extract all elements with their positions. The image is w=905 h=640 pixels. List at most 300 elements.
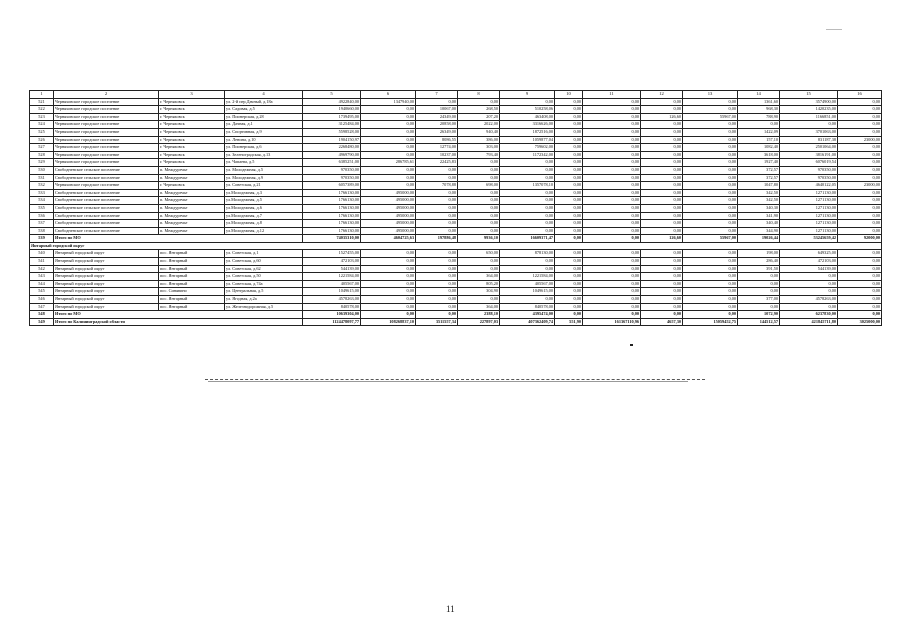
table-row [30,166,882,174]
table-cell: Черняховское городское поселение [54,113,159,121]
table-cell: 0,00 [583,280,641,288]
table-cell: 0,00 [683,98,738,106]
row-number: 549 [30,318,54,326]
table-cell: 521 [30,98,54,106]
column-header: 9 [500,91,555,99]
table-cell: 0,00 [583,121,641,129]
total-value: 4657,30 [641,318,683,326]
table-cell: 541 [30,258,54,266]
table-cell: ул. Спортивная, д.9 [225,128,303,136]
table-cell: ул.Молодежная, д.8 [225,220,303,228]
table-cell: 0,00 [416,258,458,266]
table-row [30,296,882,304]
table-cell: 0,00 [555,212,583,220]
total-value: 197886,48 [416,235,458,243]
table-cell: 0,00 [838,265,882,273]
table-cell: 342,50 [738,197,780,205]
table-cell: 0,00 [838,106,882,114]
table-cell: 1166851,00 [780,113,838,121]
table-cell: 970350,00 [303,174,361,182]
total-value: 0,00 [683,311,738,319]
table-cell: ул. 2-й пер.Дачный, д.18а [225,98,303,106]
table-cell: 510258,06 [500,106,555,114]
total-value: 0,00 [583,311,641,319]
total-value: 0,00 [838,311,882,319]
table-cell: 0,00 [683,220,738,228]
table-cell: г. Черняховск [159,106,225,114]
column-header: 4 [225,91,303,99]
table-cell: Янтарный городской округ [54,280,159,288]
table-cell: 0,00 [361,113,416,121]
table-cell: 0,00 [780,280,838,288]
total-row [30,311,882,319]
table-cell: 0,00 [641,220,683,228]
register-table [29,90,882,326]
table-cell: ул.Молодежная, д.7 [225,212,303,220]
table-cell: 0,00 [738,280,780,288]
table-cell: 0,00 [641,303,683,311]
table-cell: 0,00 [500,197,555,205]
table-cell: 537 [30,220,54,228]
table-cell: 0,00 [458,159,500,167]
table-cell: 532 [30,182,54,190]
table-cell: 529 [30,159,54,167]
table-cell: 0,00 [555,197,583,205]
table-cell: 391,50 [738,265,780,273]
table-cell: 364,00 [458,303,500,311]
table-cell: 0,00 [555,265,583,273]
table-cell: 372,57 [738,174,780,182]
column-header: 1 [30,91,54,99]
table-cell: 0,00 [838,296,882,304]
table-cell: 0,00 [416,250,458,258]
table-cell: 1422,09 [738,128,780,136]
table-cell: 0,00 [583,220,641,228]
total-row [30,235,882,243]
table-cell: 0,00 [500,296,555,304]
table-cell: п. Междуречье [159,227,225,235]
table-cell: 531 [30,174,54,182]
table-cell: 0,00 [361,121,416,129]
table-cell: 0,00 [683,128,738,136]
section-title: Янтарный городской округ [30,242,882,250]
table-cell: 10237,00 [416,151,458,159]
table-cell: 0,00 [838,197,882,205]
table-cell: 0,00 [416,197,458,205]
table-cell: 495000,00 [361,197,416,205]
table-cell: 0,00 [683,144,738,152]
table-cell: 1047,80 [738,182,780,190]
total-value: 19026,44 [738,235,780,243]
table-row [30,98,882,106]
table-cell: 0,00 [683,280,738,288]
table-cell: 495000,00 [361,212,416,220]
table-cell: ул. Советская, д.21 [225,182,303,190]
table-cell: ул. Железнодорожная, д.5 [225,303,303,311]
table-cell: 304,90 [458,288,500,296]
table-cell: 495000,00 [361,220,416,228]
table-row [30,128,882,136]
table-cell: 0,00 [641,258,683,266]
table-cell: ул. Советская, д.74а [225,280,303,288]
table-cell: 535 [30,204,54,212]
table-cell: 1271130,00 [780,197,838,205]
table-cell: 1172342,00 [500,151,555,159]
table-cell: г. Черняховск [159,144,225,152]
total-value: 55967,00 [683,235,738,243]
table-cell: 472103,00 [780,258,838,266]
table-row [30,250,882,258]
table-cell: 23000,00 [838,182,882,190]
table-cell: 0,00 [500,258,555,266]
table-cell: 0,00 [583,212,641,220]
table-cell: 0,00 [555,166,583,174]
table-cell: 1271130,00 [780,212,838,220]
total-value: 1124478097,77 [303,318,361,326]
table-cell: 0,00 [361,136,416,144]
total-value: 3511557,34 [416,318,458,326]
table-cell: 495000,00 [361,204,416,212]
table-cell: 4578263,00 [780,296,838,304]
table-cell: 0,00 [780,288,838,296]
table-cell: 0,00 [838,121,882,129]
table-cell: 0,00 [361,265,416,273]
table-cell: 198,00 [738,250,780,258]
table-cell: п. Междуречье [159,166,225,174]
table-cell: 0,00 [555,227,583,235]
table-cell: 527 [30,144,54,152]
table-cell: 526 [30,136,54,144]
table-cell: 0,00 [416,212,458,220]
table-cell: 0,00 [500,159,555,167]
table-cell: 1420235,00 [780,106,838,114]
table-cell: Янтарный городской округ [54,265,159,273]
table-cell: 0,00 [500,166,555,174]
table-cell: ул. Ленина, д.10 [225,136,303,144]
table-cell: 0,00 [555,144,583,152]
table-cell: Свободненское сельское поселение [54,227,159,235]
table-cell: 0,00 [838,280,882,288]
table-cell: 26349,00 [416,128,458,136]
bottom-rule-thin [208,381,688,382]
table-cell: 0,00 [683,121,738,129]
table-cell: 1940660,00 [303,106,361,114]
table-cell: 1872516,00 [500,128,555,136]
table-cell: ул. Советская, д.62 [225,265,303,273]
table-cell: 341,90 [738,212,780,220]
table-cell: 0,00 [583,166,641,174]
table-cell: 878130,00 [500,250,555,258]
table-cell: 0,00 [641,174,683,182]
table-cell: 0,00 [838,220,882,228]
table-cell: 3316626,00 [500,121,555,129]
table-cell: 0,00 [555,136,583,144]
table-cell: 207,20 [458,113,500,121]
table-cell: Черняховское городское поселение [54,159,159,167]
table-cell: 0,00 [641,227,683,235]
table-cell: 0,00 [683,136,738,144]
table-cell: 0,00 [361,250,416,258]
bottom-rule [205,379,705,380]
table-cell: 536 [30,212,54,220]
table-cell: 0,00 [416,303,458,311]
table-cell: 0,00 [583,296,641,304]
table-cell: 3816191,00 [780,151,838,159]
table-cell: Черняховское городское поселение [54,121,159,129]
column-header: 16 [838,91,882,99]
table-cell: 0,00 [500,174,555,182]
table-cell: г. Черняховск [159,159,225,167]
table-cell: 0,00 [641,144,683,152]
table-cell: 377,00 [738,296,780,304]
table-cell: 20858,00 [416,121,458,129]
table-cell: п. Междуречье [159,220,225,228]
table-cell: 0,00 [641,273,683,281]
header-row [30,91,882,99]
table-cell: Янтарный городской округ [54,303,159,311]
table-cell: 0,00 [416,220,458,228]
table-cell: 0,00 [838,288,882,296]
table-cell: Свободненское сельское поселение [54,212,159,220]
table-cell: 340,40 [738,220,780,228]
table-cell: 303,00 [458,144,500,152]
table-cell: п. Междуречье [159,189,225,197]
table-row [30,136,882,144]
table-cell: 0,00 [683,159,738,167]
scan-mark [826,29,842,30]
table-cell: пос. Синявино [159,288,225,296]
table-cell: Свободненское сельское поселение [54,189,159,197]
table-cell: 0,00 [838,151,882,159]
table-cell: 1357078,10 [500,182,555,190]
table-cell: 0,00 [583,174,641,182]
table-row [30,121,882,129]
table-cell: 0,00 [838,98,882,106]
total-label: Итого по МО [54,235,303,243]
table-row [30,204,882,212]
table-cell: 538 [30,227,54,235]
column-header: 8 [458,91,500,99]
table-cell: п. Междуречье [159,174,225,182]
table-cell: 3574900,00 [780,98,838,106]
table-cell: 0,00 [555,159,583,167]
table-cell: 0,00 [500,212,555,220]
table-cell: 0,00 [641,128,683,136]
table-cell: пос. Янтарный [159,280,225,288]
table-cell: 0,00 [641,159,683,167]
table-cell: 0,00 [416,273,458,281]
total-value: 126,60 [641,235,683,243]
table-cell: 0,00 [641,166,683,174]
table-cell: 2501064,00 [780,144,838,152]
table-cell: 0,00 [583,159,641,167]
column-header: 7 [416,91,458,99]
table-cell: 0,00 [583,227,641,235]
total-value: 0,00 [555,235,583,243]
total-value: 0,00 [555,311,583,319]
table-row [30,288,882,296]
table-cell: г. Черняховск [159,128,225,136]
table-cell: 0,00 [641,288,683,296]
table-cell: 968,30 [738,106,780,114]
table-cell: 840578,00 [303,303,361,311]
table-cell: 2268480,00 [303,144,361,152]
table-cell: 405567,00 [303,280,361,288]
table-cell: 0,00 [683,303,738,311]
total-value: 1072,90 [738,311,780,319]
table-cell: 0,00 [583,303,641,311]
table-cell: 0,00 [416,227,458,235]
table-cell: 0,00 [641,265,683,273]
table-cell: 23000,00 [838,136,882,144]
table-cell: 0,00 [416,288,458,296]
table-cell: 0,00 [361,280,416,288]
total-value: 108268837,10 [361,318,416,326]
table-cell: 0,00 [838,144,882,152]
table-cell: Свободненское сельское поселение [54,220,159,228]
total-value: 0,00 [416,311,458,319]
table-cell: 8086,55 [416,136,458,144]
table-cell: 0,00 [641,136,683,144]
table-row [30,106,882,114]
table-cell: 0,00 [416,280,458,288]
column-header: 13 [683,91,738,99]
table-cell: 0,00 [555,151,583,159]
table-cell: пос. Янтарный [159,265,225,273]
total-value: 161367110,96 [583,318,641,326]
table-cell: 0,00 [583,151,641,159]
table-cell: Свободненское сельское поселение [54,204,159,212]
table-cell: 1221584,00 [303,273,361,281]
table-row [30,265,882,273]
table-cell: 0,00 [738,273,780,281]
total-value: 53245659,42 [780,235,838,243]
table-cell: 547 [30,303,54,311]
table-cell: Янтарный городской округ [54,258,159,266]
table-cell: 0,00 [361,144,416,152]
table-cell: 0,00 [683,182,738,190]
table-cell: 0,00 [683,166,738,174]
table-cell: 0,00 [500,189,555,197]
table-cell: 0,00 [458,166,500,174]
table-cell: 534 [30,197,54,205]
table-cell: 940,40 [458,128,500,136]
table-cell: 1271130,00 [780,220,838,228]
table-cell: 0,00 [583,106,641,114]
total-value: 551,90 [555,318,583,326]
table-row [30,197,882,205]
table-cell: 523 [30,113,54,121]
table-cell: ул. Молодежная, д.9 [225,174,303,182]
table-cell: 788,90 [738,113,780,121]
table-cell: ул. Советская, д.50 [225,273,303,281]
table-cell: 0,00 [738,121,780,129]
table-cell: 0,00 [583,144,641,152]
column-header: 2 [54,91,159,99]
table-cell: 0,00 [641,250,683,258]
table-cell: ул. Ягодная, д.2а [225,296,303,304]
table-cell: 157,10 [738,136,780,144]
table-cell: 0,00 [416,265,458,273]
table-cell: г. Черняховск [159,121,225,129]
total-value: 74035310,00 [303,235,361,243]
table-cell: 0,00 [683,174,738,182]
column-header: 12 [641,91,683,99]
table-cell: 0,00 [555,189,583,197]
table-cell: Янтарный городской округ [54,288,159,296]
table-cell: 463408,00 [500,113,555,121]
table-row [30,159,882,167]
total-value: 15059452,75 [683,318,738,326]
table-cell: 0,00 [683,258,738,266]
table-cell: 286,40 [738,258,780,266]
table-cell: 268,50 [458,106,500,114]
table-cell: 0,00 [555,258,583,266]
table-cell: 1049615,00 [500,288,555,296]
table-cell: 0,00 [683,288,738,296]
table-cell: Черняховское городское поселение [54,144,159,152]
table-cell: 0,00 [361,273,416,281]
table-cell: 650,00 [458,250,500,258]
table-cell: 6076019,54 [780,159,838,167]
total-value: 3025000,00 [838,318,882,326]
table-cell: 0,00 [583,113,641,121]
table-cell: 4578263,00 [303,296,361,304]
table-cell: 0,00 [555,128,583,136]
table-cell: 970350,00 [780,166,838,174]
table-cell: 0,00 [641,189,683,197]
table-cell: 0,00 [458,220,500,228]
table-cell: 0,00 [361,182,416,190]
table-row [30,144,882,152]
table-cell: 0,00 [555,113,583,121]
table-cell: 1766130,00 [303,197,361,205]
total-value: 6237830,00 [780,311,838,319]
total-label: Итого по МО [54,311,303,319]
table-cell: г. Черняховск [159,136,225,144]
table-row [30,303,882,311]
table-cell: ул.Молодежная, д.12 [225,227,303,235]
table-cell: 0,00 [555,98,583,106]
table-cell: 0,00 [683,250,738,258]
table-cell: 0,00 [458,98,500,106]
table-body [30,91,882,326]
table-cell: 286785,61 [361,159,416,167]
table-cell: Черняховское городское поселение [54,182,159,190]
table-cell: 3618,00 [738,151,780,159]
table-cell: 0,00 [683,189,738,197]
table-cell: 533 [30,189,54,197]
total-value: 0,00 [583,235,641,243]
table-cell: ул.Молодежная, д.6 [225,204,303,212]
table-cell: ул. Чапаева, д.5 [225,159,303,167]
total-value: 227897,03 [458,318,500,326]
table-cell: 1904150,97 [303,136,361,144]
table-cell: 1927,40 [738,159,780,167]
table-cell: 1766130,00 [303,189,361,197]
table-cell: ул. Советская, д.60 [225,258,303,266]
table-cell: ул.Молодежная, д.3 [225,189,303,197]
total-value: 92000,00 [838,235,882,243]
table-cell: 0,00 [838,174,882,182]
table-cell: 0,00 [838,166,882,174]
table-cell: ул. Центральная, д.5 [225,288,303,296]
total-value: 2388,10 [458,311,500,319]
table-cell: 364,00 [458,273,500,281]
table-cell: 0,00 [780,121,838,129]
table-cell: г. Черняховск [159,182,225,190]
table-cell: 0,00 [555,303,583,311]
